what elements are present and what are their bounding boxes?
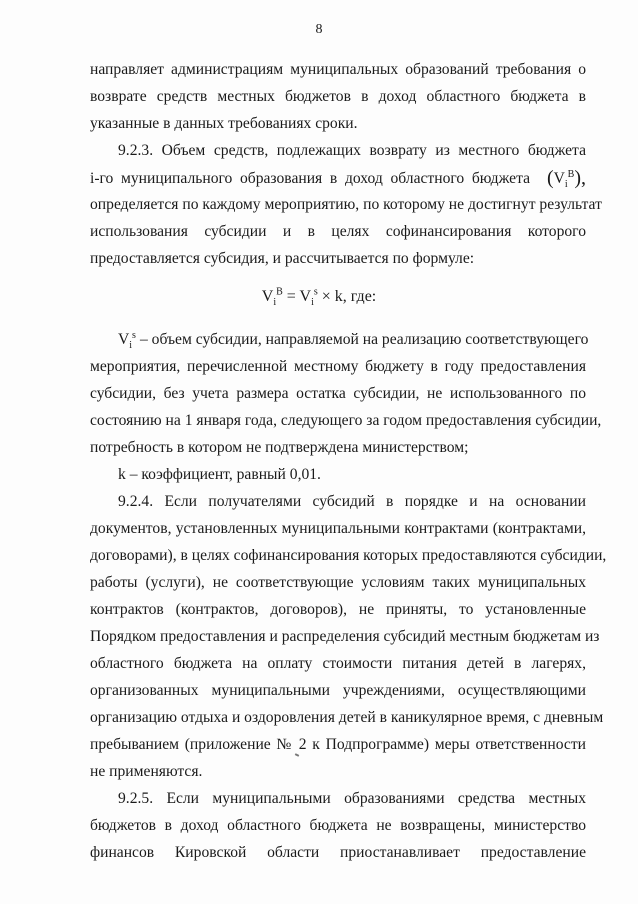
text-line: мероприятия, перечисленной местному бюджету в году предоставления <box>90 358 586 375</box>
paragraph-9-2-4-start: 9.2.4. Если получателями субсидий в порядке и на основании <box>118 493 586 510</box>
page-number: 8 <box>315 22 323 37</box>
text-line: направляет администрациям муниципальных образований требования о <box>90 61 586 78</box>
scan-mark <box>295 753 299 757</box>
text-line: организацию отдыха и оздоровления детей в каникулярное время, с дневным <box>90 709 604 726</box>
text-line: договорами), в целях софинансирования которых предоставляются субсидии, <box>90 547 607 564</box>
definition-k: k – коэффициент, равный 0,01. <box>118 466 321 483</box>
text-line: финансов Кировской области приостанавливает предоставление <box>90 844 586 861</box>
text-line: Порядком предоставления и распределения субсидий местным бюджетам из <box>90 628 600 645</box>
symbol-vis: $V_i^s$ <box>118 329 136 352</box>
formula: $V_i^B = V_i^s \times k$, где: <box>261 286 377 309</box>
text-line: пребыванием (приложение № 2 к Подпрограмме) меры ответственности <box>90 736 586 753</box>
text-line: предоставляется субсидия, и рассчитывается по формуле: <box>90 250 475 267</box>
text-line: субсидии, без учета размера остатка субсидии, не использованного по <box>90 385 586 402</box>
text-line: работы (услуги), не соответствующие условиям таких муниципальных <box>90 574 586 591</box>
text-line: потребность в котором не подтверждена министерством; <box>90 439 469 456</box>
text-line-with-symbol <box>90 168 586 189</box>
text-line: не применяются. <box>90 763 203 780</box>
text-line: бюджетов в доход областного бюджета не возвращены, министерство <box>90 817 586 834</box>
text-line: организованных муниципальными учреждениями, осуществляющими <box>90 682 586 699</box>
text-line: состоянию на 1 января года, следующего за годом предоставления субсидии, <box>90 412 602 429</box>
text-line: областного бюджета на оплату стоимости питания детей в лагерях, <box>90 655 586 672</box>
text-line: использования субсидии и в целях софинансирования которого <box>90 223 586 240</box>
text-fragment: – объем субсидии, направляемой на реализацию соответствующего <box>139 331 589 348</box>
text-line: контрактов (контрактов, договоров), не приняты, то установленные <box>90 601 586 618</box>
text-line: определяется по каждому мероприятию, по которому не достигнут результат <box>90 196 602 213</box>
paragraph-9-2-3-start: 9.2.3. Объем средств, подлежащих возврату из местного бюджета <box>118 142 586 159</box>
definition-vis <box>118 329 589 352</box>
text-fragment: i-го муниципального образования в доход областного бюджета <box>90 170 530 187</box>
text-line: возврате средств местных бюджетов в доход областного бюджета в <box>90 88 586 105</box>
text-line: документов, установленных муниципальными контрактами (контрактами, <box>90 520 586 537</box>
inline-formula-vib: $(V_i^B)$, <box>546 167 586 191</box>
text-line: указанные в данных требованиях сроки. <box>90 115 358 132</box>
paragraph-9-2-5-start: 9.2.5. Если муниципальными образованиями средства местных <box>118 790 586 807</box>
